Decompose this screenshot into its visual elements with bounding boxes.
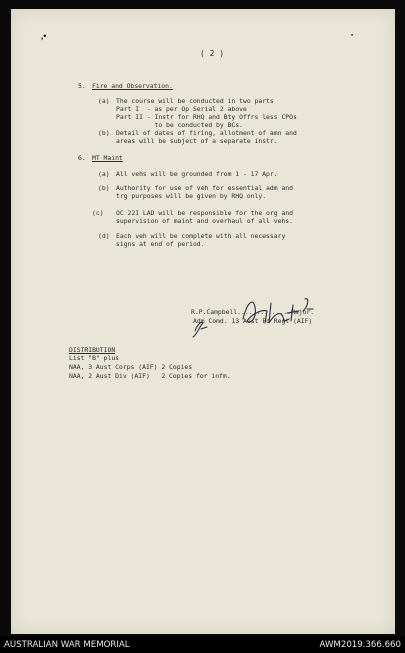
ink-dot: • (351, 33, 354, 39)
archive-reference: AWM2019.366.660 (319, 640, 401, 650)
item-6c-line-1: OC 22I LAD will be responsible for the org and (116, 209, 293, 217)
page-number: ( 2 ) (200, 49, 225, 58)
distribution-line-2: NAA, 3 Aust Corps (AIF) 2 Copies (69, 363, 193, 371)
distribution-line-3: NAA, 2 Aust Div (AIF) 2 Copies for infm. (69, 372, 231, 380)
signatory-appointment: Adm Comd. 13 Aust Fd Regt (AIF) (193, 317, 313, 325)
item-5a-line-4: to be conducted by BCs. (116, 121, 243, 129)
item-6d-line-2: signs at end of period. (116, 240, 205, 248)
section-6-number: 6. (78, 154, 86, 162)
archive-name: AUSTRALIAN WAR MEMORIAL (4, 640, 130, 650)
distribution-line-1: List "B" plus (69, 354, 120, 362)
item-6a-label: (a) (98, 170, 110, 178)
item-6c-label: (c) (92, 209, 104, 217)
archive-footer (0, 636, 405, 653)
item-5b-line-2: areas will be subject of a separate instr. (116, 137, 278, 145)
section-5-heading: Fire and Observation. (92, 82, 173, 90)
item-6d-label: (d) (98, 232, 110, 240)
item-5a-line-1: The course will be conducted in two parts (116, 97, 274, 105)
item-5a-label: (a) (98, 97, 110, 105)
ink-mark: ,• (41, 31, 47, 41)
item-6b-line-1: Authority for use of veh for essential adm and (116, 184, 293, 192)
section-6-heading: MT Maint (92, 154, 123, 162)
item-6b-line-2: trg purposes will be given by RHQ only. (116, 192, 267, 200)
item-5a-line-3: Part II - Instr for RHQ and Bty Offrs less CPOs (116, 113, 297, 121)
section-5-number: 5. (78, 82, 86, 90)
item-5b-line-1: Detail of dates of firing, allotment of amn and (116, 129, 297, 137)
item-6c-line-2: supervision of maint and overhaul of all vehs. (116, 217, 293, 225)
item-6b-label: (b) (98, 184, 110, 192)
item-5a-line-2: Part I - as per Op Serial 2 above (116, 105, 247, 113)
document-page (11, 9, 395, 634)
handwritten-signature (181, 289, 321, 339)
document-body (11, 9, 395, 634)
item-6d-line-1: Each veh will be complete with all necessary (116, 232, 286, 240)
item-6a-line-1: All vehs will be grounded from 1 - 17 Apr. (116, 170, 278, 178)
distribution-heading: DISTRIBUTION (69, 346, 116, 354)
item-5b-label: (b) (98, 129, 110, 137)
signatory-line: R.P.Campbell..............Major. (191, 308, 315, 316)
